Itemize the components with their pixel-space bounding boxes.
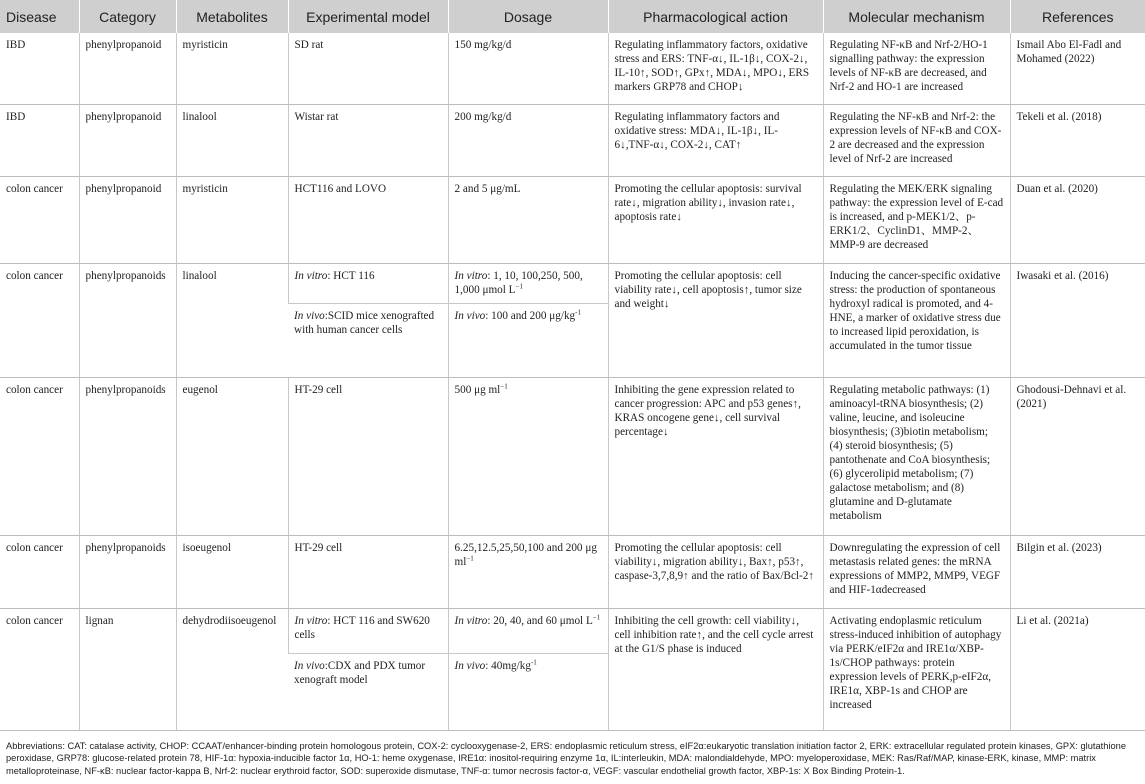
model-text: :CDX and PDX tumor xenograft model xyxy=(294,659,426,686)
unit-exponent: -1 xyxy=(530,657,537,666)
dosage-text: 500 μg ml xyxy=(454,383,501,396)
cell-metabolite: myristicin xyxy=(176,33,288,104)
table-row xyxy=(0,263,1145,303)
cell-model-in-vivo xyxy=(288,653,448,730)
in-vitro-label: In vitro xyxy=(454,269,488,282)
table-row xyxy=(0,33,1145,104)
cell-mechanism: Regulating the NF-κB and Nrf-2: the expression levels of NF-κB and COX-2 are decreased and the expression level of Nrf-2 are increased xyxy=(823,104,1010,176)
in-vivo-label: In vivo xyxy=(454,659,486,672)
unit-exponent: −1 xyxy=(592,612,601,621)
cell-dosage: 2 and 5 μg/mL xyxy=(448,176,608,263)
header-dosage: Dosage xyxy=(448,0,608,33)
in-vivo-label: In vivo xyxy=(454,309,486,322)
cell-action: Regulating inflammatory factors, oxidative stress and ERS: TNF-α↓, IL-1β↓, COX-2↓, IL-10↑, SOD↑, GPx↑, MDA↓, MPO↓, ERS markers GRP78 and CHOP↓ xyxy=(608,33,823,104)
cell-model-in-vitro xyxy=(288,263,448,303)
in-vivo-label: In vivo xyxy=(294,659,325,672)
header-experimental-model: Experimental model xyxy=(288,0,448,33)
dosage-text: : 1, 10, 100,250, 500, 1,000 μmol L xyxy=(454,269,583,296)
header-references: References xyxy=(1010,0,1145,33)
cell-category: phenylpropanoid xyxy=(79,176,176,263)
cell-mechanism: Downregulating the expression of cell metastasis related genes: the mRNA expressions of MMP2, MMP9, VEGF and HIF-1αdecreased xyxy=(823,535,1010,608)
cell-model: HT-29 cell xyxy=(288,535,448,608)
cell-mechanism: Regulating the MEK/ERK signaling pathway: the expression level of E-cad is increased, and p-MEK1/2、p-ERK1/2、CyclinD1、MMP-2、MMP-9 are decreased xyxy=(823,176,1010,263)
cell-metabolite: dehydrodiisoeugenol xyxy=(176,608,288,730)
in-vitro-label: In vitro xyxy=(454,614,488,627)
header-disease: Disease xyxy=(0,0,79,33)
cell-disease: IBD xyxy=(0,104,79,176)
cell-action: Inhibiting the cell growth: cell viability↓, cell inhibition rate↑, and the cell cycle arrest at the G1/S phase is induced xyxy=(608,608,823,730)
cell-dosage xyxy=(448,377,608,535)
unit-exponent: -1 xyxy=(575,307,581,316)
in-vitro-label: In vitro xyxy=(294,269,328,282)
model-text: : HCT 116 xyxy=(327,269,375,282)
cell-metabolite: myristicin xyxy=(176,176,288,263)
cell-model-in-vitro xyxy=(288,608,448,653)
model-text: :SCID mice xenografted with human cancer cells xyxy=(294,309,435,336)
cell-model: SD rat xyxy=(288,33,448,104)
cell-dosage xyxy=(448,535,608,608)
cell-dosage: 200 mg/kg/d xyxy=(448,104,608,176)
table-row xyxy=(0,176,1145,263)
cell-action: Inhibiting the gene expression related to cancer progression: APC and p53 genes↑, KRAS oncogene gene↓, cell survival percentage↓ xyxy=(608,377,823,535)
table-row xyxy=(0,104,1145,176)
cell-category: phenylpropanoids xyxy=(79,535,176,608)
cell-disease: IBD xyxy=(0,33,79,104)
in-vitro-label: In vitro xyxy=(294,614,328,627)
cell-dosage: 150 mg/kg/d xyxy=(448,33,608,104)
header-pharmacological-action: Pharmacological action xyxy=(608,0,823,33)
cell-mechanism: Activating endoplasmic reticulum stress-induced inhibition of autophagy via PERK/eIF2α and IRE1α/XBP-1s/CHOP pathways: protein expression levels of PERK,p-eIF2α, IRE1α, XBP-1s and CHOP are increased xyxy=(823,608,1010,730)
dosage-text: : 100 and 200 μg/kg xyxy=(485,309,576,322)
cell-action: Regulating inflammatory factors and oxidative stress: MDA↓, IL-1β↓, IL-6↓,TNF-α↓, COX-2↓, CAT↑ xyxy=(608,104,823,176)
cell-disease: colon cancer xyxy=(0,377,79,535)
cell-dosage-in-vitro xyxy=(448,608,608,653)
cell-category: lignan xyxy=(79,608,176,730)
cell-metabolite: linalool xyxy=(176,263,288,377)
cell-action: Promoting the cellular apoptosis: survival rate↓, migration ability↓, invasion rate↓, apoptosis rate↓ xyxy=(608,176,823,263)
cell-category: phenylpropanoid xyxy=(79,33,176,104)
cell-reference: Iwasaki et al. (2016) xyxy=(1010,263,1145,377)
cell-mechanism: Regulating NF-κB and Nrf-2/HO-1 signalling pathway: the expression levels of NF-κB are decreased, and Nrf-2 and HO-1 are increased xyxy=(823,33,1010,104)
cell-action: Promoting the cellular apoptosis: cell viability↓, migration ability↓, Bax↑, p53↑, caspase-3,7,8,9↑ and the ratio of Bax/Bcl-2↑ xyxy=(608,535,823,608)
cell-category: phenylpropanoid xyxy=(79,104,176,176)
cell-dosage-in-vitro xyxy=(448,263,608,303)
cell-model: HT-29 cell xyxy=(288,377,448,535)
table-row xyxy=(0,608,1145,653)
dosage-text: : 20, 40, and 60 μmol L xyxy=(487,614,593,627)
cell-category: phenylpropanoids xyxy=(79,263,176,377)
header-category: Category xyxy=(79,0,176,33)
cell-reference: Duan et al. (2020) xyxy=(1010,176,1145,263)
cell-reference: Tekeli et al. (2018) xyxy=(1010,104,1145,176)
cell-disease: colon cancer xyxy=(0,535,79,608)
cell-reference: Ghodousi-Dehnavi et al. (2021) xyxy=(1010,377,1145,535)
table-header-row xyxy=(0,0,1145,33)
cell-metabolite: linalool xyxy=(176,104,288,176)
cell-model: Wistar rat xyxy=(288,104,448,176)
table-row xyxy=(0,377,1145,535)
abbreviations-footnote: Abbreviations: CAT: catalase activity, CHOP: CCAAT/enhancer-binding protein homologous protein, COX-2: cyclooxygenase-2, ERS: endoplasmic reticulum stress, eIF2α:eukaryotic translation initiation factor 2, ERK: extracellular regulated protein kinases, GPX: glutathione peroxidase, GRP78: glucose-related protein 78, HIF-1α: hypoxia-inducible factor 1α, HO-1: heme oxygenase, IRE1α: inositol-requiring enzyme 1α, IL:interleukin, MDA: malondialdehyde, MPO: myeloperoxidase, MEK: Ras/Raf/MAP, kinase-ERK, kinase, MMP: matrix metalloproteinase, NF-κB: nuclear factor-kappa B, Nrf-2: nuclear erythroid factor, SOD: superoxide dismutase, TNF-α: tumor necrosis factor-α, VEGF: vascular endothelial growth factor, XBP-1s: X Box Binding Protein-1. xyxy=(6,740,1126,776)
dosage-text: : 40mg/kg xyxy=(485,659,531,672)
cell-model: HCT116 and LOVO xyxy=(288,176,448,263)
cell-action: Promoting the cellular apoptosis: cell viability rate↓, cell apoptosis↑, tumor size and weight↓ xyxy=(608,263,823,377)
in-vivo-label: In vivo xyxy=(294,309,325,322)
cell-model-in-vivo xyxy=(288,303,448,377)
cell-mechanism: Inducing the cancer-specific oxidative stress: the production of spontaneous hydroxyl radical is promoted, and 4-HNE, a marker of oxidative stress due to increased lipid peroxidation, is accumulated in the tumor tissue xyxy=(823,263,1010,377)
header-metabolites: Metabolites xyxy=(176,0,288,33)
cell-reference: Li et al. (2021a) xyxy=(1010,608,1145,730)
unit-exponent: −1 xyxy=(466,553,474,562)
cell-dosage-in-vivo xyxy=(448,653,608,730)
cell-metabolite: isoeugenol xyxy=(176,535,288,608)
cell-disease: colon cancer xyxy=(0,263,79,377)
cell-mechanism: Regulating metabolic pathways: (1) aminoacyl-tRNA biosynthesis; (2) valine, leucine, and isoleucine biosynthesis; (3)biotin metabolism; (4) steroid biosynthesis; (5) pantothenate and CoA biosynthesis; (6) glycerolipid metabolism; (7) galactose metabolism; and (8) glutamine and D-glutamate metabolism xyxy=(823,377,1010,535)
cell-reference: Ismail Abo El-Fadl and Mohamed (2022) xyxy=(1010,33,1145,104)
cell-metabolite: eugenol xyxy=(176,377,288,535)
cell-reference: Bilgin et al. (2023) xyxy=(1010,535,1145,608)
cell-category: phenylpropanoids xyxy=(79,377,176,535)
cell-dosage-in-vivo xyxy=(448,303,608,377)
model-text: : HCT 116 and SW620 cells xyxy=(294,614,430,641)
unit-exponent: −1 xyxy=(500,381,508,390)
unit-exponent: −1 xyxy=(515,281,523,290)
dosage-text: 6.25,12.5,25,50,100 and 200 μg ml xyxy=(454,541,597,568)
header-molecular-mechanism: Molecular mechanism xyxy=(823,0,1010,33)
table-row xyxy=(0,535,1145,608)
cell-disease: colon cancer xyxy=(0,176,79,263)
cell-disease: colon cancer xyxy=(0,608,79,730)
